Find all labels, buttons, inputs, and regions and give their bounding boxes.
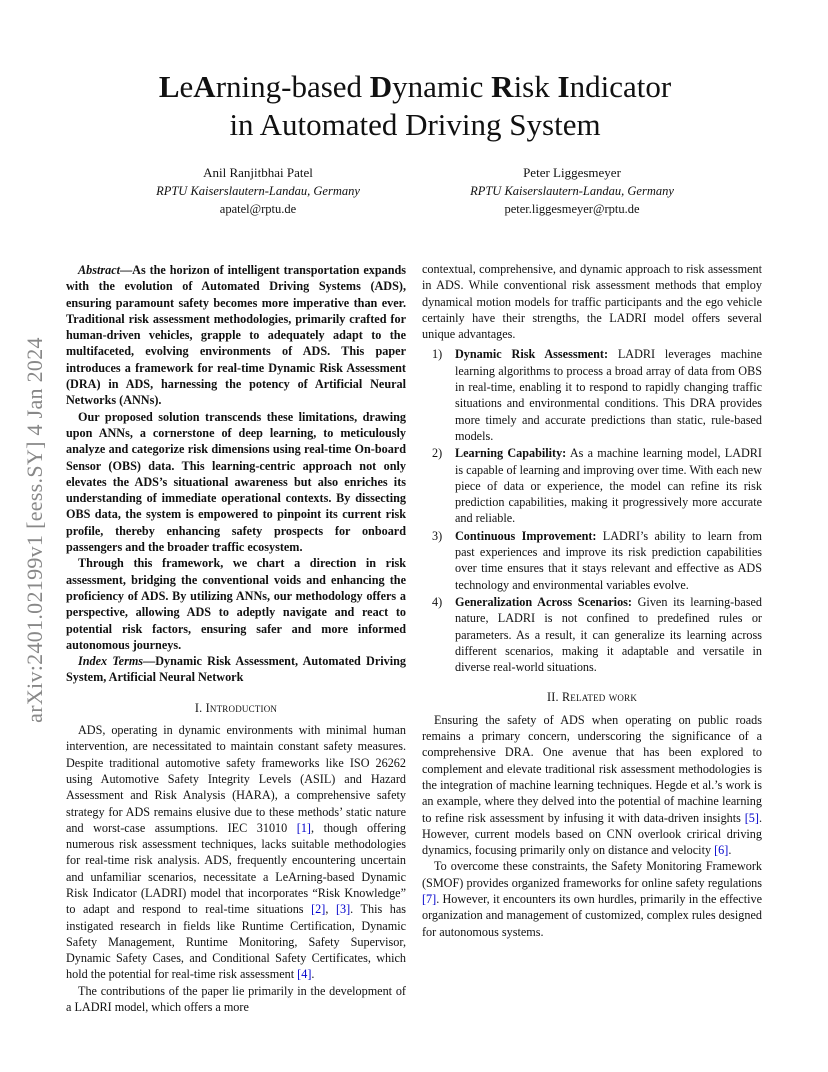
body-paragraph: The contributions of the paper lie primarily in the development of a LADRI model, which offers a more <box>66 983 406 1015</box>
arxiv-identifier[interactable]: arXiv:2401.02199v1 [eess.SY] 4 Jan 2024 <box>22 337 48 723</box>
list-item: 4) Generalization Across Scenarios: Given its learning-based nature, LADRI is not confined to predefined rules or parameters. As a result, it can generalize its learning across different scenarios, making it adaptable and versatile in diverse real-world situations. <box>432 594 762 675</box>
abstract <box>66 262 406 653</box>
abstract-paragraph: Our proposed solution transcends these limitations, drawing upon ANNs, a cornerstone of deep learning, to meticulously analyze and categorize risk dimensions using real-time On-board Sensor (OBS) data. This learning-centric approach not only elevates the ADS’s situational awareness but also enriches its understanding of immediate operational contexts. By dissecting OBS data, the system is empowered to pinpoint its current risk profile, thereby enhancing safety prospects for onboard passengers and the broader traffic ecosystem. <box>66 409 406 555</box>
list-item: 2) Learning Capability: As a machine learning model, LADRI is capable of learning and improving over time. With each new piece of data or experience, the model can refine its risk prediction capabilities, making it progressively more accurate and reliable. <box>432 446 762 526</box>
citation-link[interactable]: [1] <box>296 820 311 835</box>
citation-link[interactable]: [4] <box>297 967 312 982</box>
title-line-2: in Automated Driving System <box>229 107 601 142</box>
abstract-paragraph: Abstract—As the horizon of intelligent transportation expands with the evolution of Automated Driving Systems (ADS), ensuring paramount safety becomes more imperative than ever. Traditional risk assessment methodologies, primarily crafted for human-driven vehicles, grapple to adequately adapt to the multifaceted, evolving environments of ADS. This paper introduces a framework for real-time Dynamic Risk Assessment (DRA) in ADS, harnessing the potency of Artificial Neural Networks (ANNs). <box>66 263 406 408</box>
body-paragraph: ADS, operating in dynamic environments with minimal human intervention, are necessitated to maintain constant safety measures. Despite traditional automotive safety frameworks like ISO 26262 using Automotive Safety Integrity Levels (ASIL) and Hazard Assessment and Risk Analysis (HARA), a comprehensive safety strategy for ADS remains elusive due to these methods’ static nature and worst-case assumptions. IEC 31010 [1], though offering numerous risk assessment techniques, lacks suitable methodologies for real-time risk analysis. ADS, frequently encountering uncertain and unfamiliar scenarios, necessitate a LeArning-based Dynamic Risk Indicator (LADRI) model that incorporates “Risk Knowledge” to adapt and respond to real-time situations [2], [3]. This has instigated research in fields like Runtime Certification, Dynamic Safety Management, Runtime Monitoring, Safety Supervisor, Dynamic Safety Cases, and Conditional Safety Certificates, which hold the potential for real-time risk assessment [4]. <box>66 723 406 982</box>
list-item: 3) Continuous Improvement: LADRI’s ability to learn from past experiences and improve its risk prediction capabilities over time ensures that it stays relevant and effective as ADS technology and environmental variables evolve. <box>432 528 762 592</box>
author-email[interactable]: peter.liggesmeyer@rptu.de <box>504 202 640 216</box>
citation-link[interactable]: [2] <box>311 902 326 917</box>
arxiv-side-stamp <box>20 290 50 770</box>
section-heading-related-work: II. Related work <box>546 690 638 705</box>
citation-link[interactable]: [5] <box>744 810 759 825</box>
citation-link[interactable]: [7] <box>422 891 437 906</box>
author-name: Peter Liggesmeyer <box>523 165 621 180</box>
section-heading-introduction: I. Introduction <box>194 700 278 715</box>
advantages-list <box>422 346 762 675</box>
title-line-1: LeArning-based Dynamic Risk Indicator <box>158 69 672 104</box>
author-name: Anil Ranjitbhai Patel <box>203 165 313 180</box>
author-affiliation: RPTU Kaiserslautern-Landau, Germany <box>470 184 674 198</box>
author-email[interactable]: apatel@rptu.de <box>219 202 297 216</box>
body-paragraph: Ensuring the safety of ADS when operating on public roads remains a primary concern, underscoring the significance of a comprehensive DRA. One avenue that has been explored to complement and elevate traditional risk assessment methodologies is the integration of machine learning techniques. Hegde et al.’s work is an example, where they delved into the potential of machine learning to refine risk assessment by infusing it with data-driven insights [5]. However, current models based on CNN overlook crirical driving dynamics, focusing primarily only on distance and velocity [6]. <box>422 712 762 858</box>
left-column <box>66 262 406 1015</box>
author-affiliation: RPTU Kaiserslautern-Landau, Germany <box>156 184 360 198</box>
abstract-paragraph: Through this framework, we chart a direction in risk assessment, bridging the conventional voids and enhancing the proficiency of ADS. By utilizing ANNs, our methodology offers a perspective, allowing ADS to adeptly navigate and react to potential risk factors, ensuring safer and more informed autonomous journeys. <box>66 556 406 652</box>
citation-link[interactable]: [6] <box>714 843 729 858</box>
list-item: 1) Dynamic Risk Assessment: LADRI leverages machine learning algorithms to process a broad array of data from OBS in real-time, enabling it to respond to rapidly changing traffic situations and environmental conditions. This DRA provides more timely and accurate predictions than static, rule-based models. <box>432 347 763 443</box>
paper-title <box>60 68 770 144</box>
citation-link[interactable]: [3] <box>335 902 351 917</box>
body-paragraph-continued: contextual, comprehensive, and dynamic approach to risk assessment in ADS. While conventional risk assessment methods that employ dynamical motion models for traffic participants and the ego vehicle certainly have their strengths, the LADRI model offers several unique advantages. <box>422 262 762 342</box>
body-paragraph: To overcome these constraints, the Safety Monitoring Framework (SMOF) provides organized frameworks for online safety regulations [7]. However, it encounters its own hurdles, primarily in the effective organization and management of customized, complex rules designed for autonomous systems. <box>422 859 762 939</box>
author-block-2 <box>422 164 722 218</box>
right-column <box>422 261 762 940</box>
author-block-1 <box>108 164 408 218</box>
index-terms: Index Terms—Dynamic Risk Assessment, Automated Driving System, Artificial Neural Network <box>66 654 406 685</box>
